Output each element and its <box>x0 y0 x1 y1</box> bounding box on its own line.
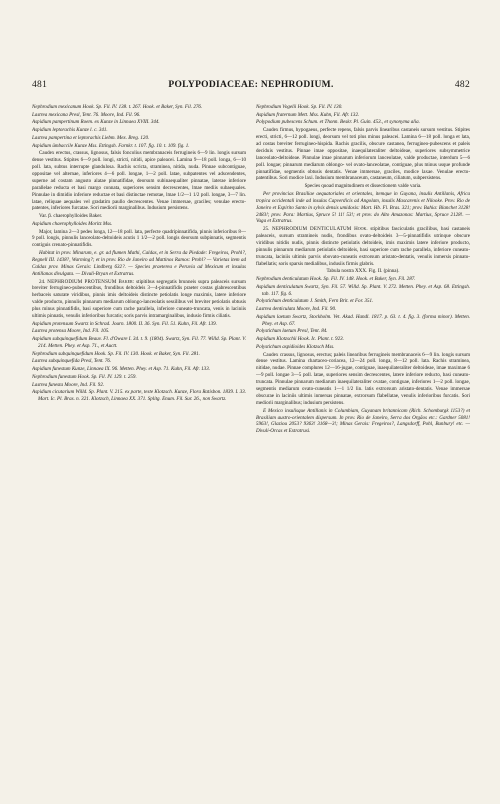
synonym-line: Aspidium subquinquefidum Beauv. Fl. d'Oware I. 34. t. 9. (1804). Swartz, Syn. Fil. 77. Willd. Sp. Plant. V. 214. Metten. Phey. et Asp. 71., et Auctt. <box>32 336 246 350</box>
synonym-line: Lastrea pampertina et leptorachis Liebm. Mex. Breg. 120. <box>32 134 150 141</box>
synonym-line: Nephrodium subquinquefidum Hook. Sp. Fil. IV. 130. Hook. et Baker, Syn. Fil. 281. <box>32 350 200 357</box>
left-page-number: 481 <box>32 80 48 90</box>
page-header <box>32 80 470 94</box>
synonym-line: Lastrea denticulata Moore, Ind. Fil. 90. <box>256 306 337 313</box>
synonym-line: Lastrea protensa Moore, Ind. Fil. 105. <box>32 328 110 335</box>
synonym-line: Lastrea subquinquefida Presl, Tent. 76. <box>32 358 112 365</box>
habitat-paragraph: E Mexico insulisque Antillanis in Columbiam, Guyanam britannicam (Rich. Schomburgk 1153?) et Brasiliam austro-orientalem dispersum. In prov. Rio de Janeiro, Serra dos Orgãos etc.: Gardner 5081! 5963!, Glaziou 2053? 9363! 3168—3!; Minas Gerais: Fregeiros?, Langsdorff, Pohl, Bunbury! etc. — Divuli-Orcas et Extratrusi. <box>256 407 470 435</box>
synonym-line: Aspidium Klotzschii Hook. Ic. Plant. t. 923. <box>256 336 344 343</box>
synonym-line: Lastrea funesta Moore, Ind. Fil. 92. <box>32 381 105 388</box>
left-text-column <box>32 104 246 804</box>
species-number: 24. <box>39 278 46 285</box>
synonym-line: Aspidium fraternum Mett. Mss. Kuhn, Fil. Afr. 132. <box>256 111 360 118</box>
habitat-paragraph: Per provincias Brasiliae aequatoriales et orientales, itemque in Guyana, insulis Antillanis, Africa tropica occidentali inde ad insulas Capverdicis ad Angolam, insulis Mascarenis et Nilooke. Prov. Rio de Janeiro et Espirito Santo in sylvis densis umidosis: Mart. Hb. Fl. Bras. 321; prov. Bahia: Blanchet 3128! 2483!; prov. Para: Martius, Spruce 5! 11! 53!; et prov. do Alto Amazonas: Martius, Spruce 2128!. — Vaga et Extratrus. <box>256 190 470 225</box>
variety-heading: Var. β. chaerophylloides Baker. <box>39 213 103 220</box>
synonym-line: Aspidium pampertinum Roem. ex Kunze in Linnaea XVIII. 344. <box>32 119 160 126</box>
species-entry <box>256 226 470 267</box>
right-page-number: 482 <box>454 80 470 90</box>
synonym-line: Aspidium cicutarium Willd. Sp. Plant. V. 215. ex parte, teste Klotzsch. Kunze, Flora Ratisbon. 1839. I. 33. Mart. Ic. Pl. Bras. n. 321. Klotzsch, Linnaea XX. 371. Splitg. Enum. Fil. Sur. 26., non Swartz. <box>32 389 246 403</box>
description-paragraph: Major, lamina 2—3 pedes longa, 12—18 poll. lata, perfecte quadripinnatifida, pinnis inferioribus 8—9 poll. longis, pinnulis lanceolato-deltoideis acutis 1 1/2—2 poll. longis deorsum subpinnatis, segmentis contiguis crenato-pinnatifidis. <box>32 228 246 249</box>
synonym-line: Aspidium denticulatum Swartz, Syn. Fil. 57. Willd. Sp. Plant. V. 272. Metten. Phey. et Asp. 68. Ettingsh. tab. 117. fig. 6. <box>256 283 470 297</box>
habitat-paragraph: Habitat in prov. Minarum, e. gr. ad flumen Mathi, Caldas, et in Serra da Piedade: Fregeiros, Prohl?, Regnell III. 1438?, Warming?; et in prov. Rio de Janeiro ad Mattinos Ramos: Prohl? — Varietas item ad Caldas prov. Minas Gerais: Lindberg 632?. — Species praeterea e Peruvia ad Mexicum et insulas Antillanas divulgata. — Divuli-Bryan et Extratrus. <box>32 250 246 277</box>
synonym-line: Nephrodium mexicanum Hook. Sp. Fil. IV. 138. t. 267. Hook. et Baker, Syn. Fil. 276. <box>32 104 203 110</box>
species-diagnosis: stipitibus fasciculatis gracilibus, basi castaneis paleaceis, sursum stramineis nudis, frondibus ovato-deltoideis 3—5-pinnatifidis utrinque obscure viridibus nitidis nudis, pinnis distincte petiolatis deltoideis, imis maximis latere inferiore producto, pinnulis pinnarum mediarum petiolatis deltoideis, basi superiore cum rache parallela, inferiore cuneato-truncata, laciniis ultimis parvis obovato-cuneatis extrorsum aristato-dentatis, venulis inmersis pinnato-flabellatis; soris sparsis medialibus, indusiis firmis glabris. <box>256 226 470 267</box>
species-author: Hook. <box>354 226 368 233</box>
synonym-line: Aspidium ümbaccile Kunze Mss. Ettingsh. Farnkr. t. 107. fig. 10. t. 109. fig. 1. <box>32 142 190 149</box>
synonym-line: Nephrodium funestum Hook. Sp. Fil. IV. 129. t. 259. <box>32 373 137 380</box>
synonym-line: Polystichum laetum Presl, Tent. 84. <box>256 328 328 335</box>
species-diagnosis: : stipitibus segregatis brunneis supra paleaceis sursum breviter ferrugineo-pubescentibus, frondibus deltoideis 3—4-pinnatifidis praeter costas glabrescentibus herbaceis saturate viridibus, pinnis imis deltoideis distincte petiolatis longe maximis, latere inferiore valde producto, pinnulis pinnarum mediarum oblongo-lanceolatis sessilibus vel breviter petiolatis obtusis plus minus pinnatifidis, basi superiore cum rache parallela, inferiore cuneato-truncata, venis in laciniis ultimis pinnatis, venulis inferioribus furcatis; soris parvis intramarginalibus, indusio firmis ciliatis. <box>32 278 246 320</box>
centered-note: Tabula nostra XXX. Fig. II. (pinna). <box>326 268 400 275</box>
species-author: Baker <box>118 278 133 285</box>
description-paragraph: Caudex erectus, crassus, lignosus, falsis foncolius membranaceis ferrugineis 6—9 lin. longis sursum dense vestitus. Stipites 6—9 poll. longi, stricti, nitidi, apice paleacei. Lamina 9—18 poll. longa, 6—10 poll. lata, subtus interrupte glandulosa. Rachis scricta, straminea, nitida, nuda. Pinnae subcontiguae, oppositae vel alternae, inferiores 4—6 poll. longae, 1—2 poll. latae, subpatentes vel adscendentes, superne ad costam angusto alatae pinnatifidae, deorsum subinaequaliter pinnatae, laterae inferiore parallelae reducta et basi margo connata, superiores sensim decrescentes, lmae mediis subaequales. Pinnulae in dimidio inferiore reductae et basi distinctae remotae, lmae 1/2—1 1/2 poll. longae, 3—7 lin. latae, reliquae aequales vel gradatim paullo decrescentes. Venae immersae, graciles; venulae erecto-patentes, inferiores furcatae. Sori mediorii marginalibus. Indusium persistens. <box>32 150 246 212</box>
running-title: POLYPODIACEAE: NEPHRODIUM. <box>168 80 334 90</box>
species-name: NEPHRODIUM DENTICULATUM <box>272 226 352 233</box>
right-text-column <box>256 104 470 804</box>
description-paragraph: Caudex crassus, lignosus, erectus; paleis linearibus ferrugineis membranaceis 6—9 lin. longis sursum dense vestitus. Lamina chartaceo-coriacea, 12—24 poll. longa, 8—12 poll. lata. Rachis straminea, nitidae, nudae. Pinnae complures 12—16-jugae, contiguae, inaequilateraliter deltoideae, imae maximae 6—9 poll. longae 3—5 poll. latae, superiores sensim decrescentes, latere inferiore reducto, basi cuneato-truncata. Pinnulae pinnarum mediarum inaequilateraliter ovatae, contiguae, inferiores 1—2 poll. longae, segmentis mediarum ovato-cuneatis 1—1 1/2 lin. latis extrorsum aristato-dentatis. Venae immersae obscurae in laciniis ultimis inmersas pinnatae, extrorsum flabellatae, venulis inferioribus furcatis. Sori mediorii marginalibus; indusium persistens. <box>256 351 470 406</box>
species-entry <box>32 279 246 320</box>
synonym-line: Nephrodium denticulatum Hook. Sp. Fil. IV. 148. Hook. et Baker, Syn. Fil. 287. <box>256 276 416 283</box>
synonym-line: Aspidium chaerophylloides Moritz Mss. <box>32 220 113 227</box>
species-name: NEPHRODIUM PROTENSUM <box>47 278 117 285</box>
synonym-line: Aspidium funestum Kunze, Linnaea IX. 96. Metten. Phey. et Asp. 71. Kuhn, Fil. Afr. 133. <box>32 366 210 373</box>
description-paragraph: Caudex firmus, hypogaeus, perfecte repens, falsis parvis linearibus castaneis sursum vestitus. Stipites erecti, stricti, 6—12 poll. longi, deorsum vel toti plus minus paleacei. Lamina 6—18 poll. longa et lata, ad costas breviter ferrugineo-hispida. Rachis gracilis, obscure castanea, ferrugineo-pubescens et paleis deciduis vestitus. Pinnae imae oppositae, inaequilateraliter deltoideae, superiores subsymmetrice lanceolato-deltoideae. Pinnulae imae pinnarum inferiorum lanceolatae, valde productae, interdum 5—6 poll. longae; pinnarum mediarum oblongo- vel ovato-lanceolatae, contiguae, plus minus usque profunde pinnatifidae, segmentis obtusis dentatis. Venae immersae, graciles, modice laxae. Venulae erecto-patentibus. Sori modice laxi. Indusium membranaceum, castaneum, ciliatum, subpersistens. <box>256 127 470 182</box>
synonym-line: Nephrodium Vogelii Hook. Sp. Fil. IV. 130. <box>256 104 343 110</box>
centered-note: Species quoad magnitudinem et dissectionem valde varia. <box>304 183 422 190</box>
synonym-line: Lastrea mexicana Presl, Tent. 76. Moore, Ind. Fil. 96. <box>32 111 141 118</box>
synonym-line: Aspidium leptorachis Kunze l. c. 341. <box>32 127 108 134</box>
synonym-line: Polystichum aspidioides Klotzsch Mss. <box>256 343 335 350</box>
species-number: 25. <box>263 226 270 233</box>
synonym-line: Aspidium protensum Swartz in Schrad. Journ. 1800. II. 36. Syn. Fil. 51. Kuhn, Fil. Afr. 139. <box>32 320 217 327</box>
synonym-line: Polypodium pubescens Schum. et Thonn. Beskr. Pl. Guin. 453., et synonyma alia. <box>256 119 420 126</box>
synonym-line: Aspidium laetum Swartz, Stockholm. Vet. Akad. Handl. 1817. p. 63. t. 4. fig. 3. (forma minor). Metten. Phey. et Asp. 67. <box>256 313 470 327</box>
synonym-line: Polystichum denticulatum J. Smith, Fern Brit. et For. 351. <box>256 298 374 305</box>
